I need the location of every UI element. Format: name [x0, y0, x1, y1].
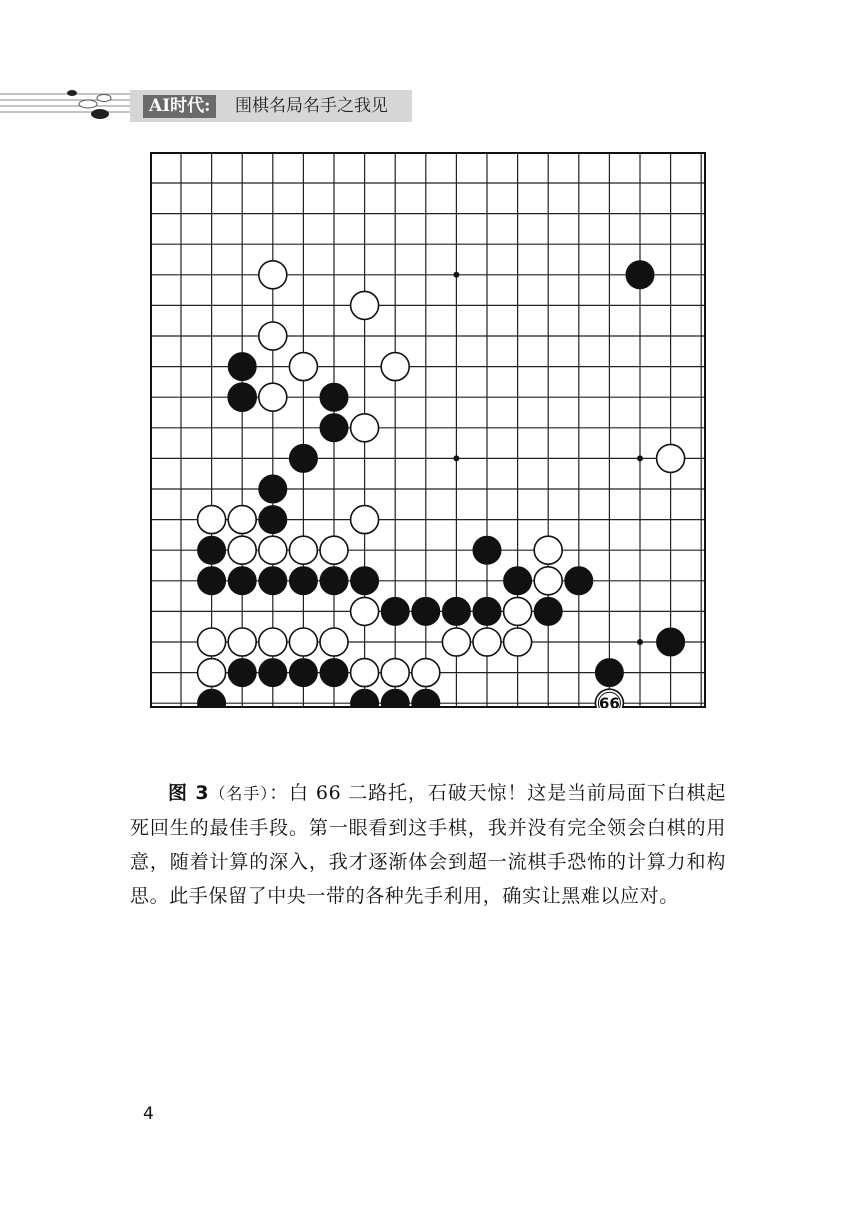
white-stone: [351, 506, 379, 534]
black-stone: [412, 597, 440, 625]
black-stone: [289, 567, 317, 595]
white-stone: [198, 628, 226, 656]
black-stone: [228, 659, 256, 687]
black-stone: [626, 261, 654, 289]
white-stone: [289, 353, 317, 381]
white-stone: [228, 628, 256, 656]
black-stone: [657, 628, 685, 656]
black-stone: [320, 414, 348, 442]
white-stone: [259, 383, 287, 411]
black-stone: [473, 597, 501, 625]
white-stone: [442, 628, 470, 656]
black-stone: [228, 353, 256, 381]
white-stone: [504, 628, 532, 656]
white-stone: [534, 567, 562, 595]
black-stone: [289, 659, 317, 687]
white-stone: [259, 322, 287, 350]
black-stone: [259, 567, 287, 595]
white-stone: [381, 353, 409, 381]
white-stone: [259, 628, 287, 656]
white-stone: [504, 597, 532, 625]
figure-label: 图 3: [168, 782, 210, 804]
go-board-diagram: [150, 152, 706, 708]
white-stone: [412, 659, 440, 687]
black-stone: [228, 567, 256, 595]
series-tag: AI时代:: [143, 95, 216, 118]
white-stone: [351, 414, 379, 442]
white-stone: [289, 628, 317, 656]
black-stone: [534, 597, 562, 625]
black-stone: [595, 659, 623, 687]
white-stone: [351, 597, 379, 625]
black-stone: [198, 567, 226, 595]
white-stone: [473, 628, 501, 656]
black-stone: [473, 536, 501, 564]
caption-text: ：白 66 二路托，石破天惊！这是当前局面下白棋起死回生的最佳手段。第一眼看到这手棋，我并没有完全领会白棋的用意，随着计算的深入，我才逐渐体会到超一流棋手恐怖的计算力和构思。此手保留了中央一带的各种先手利用，确实让黑难以应对。: [130, 782, 726, 907]
white-stone: [657, 444, 685, 472]
black-stone: [320, 659, 348, 687]
black-stone: [351, 567, 379, 595]
star-point: [637, 639, 643, 645]
go-stones-decoration-icon: [0, 80, 140, 128]
black-stone: [259, 475, 287, 503]
black-stone: [381, 597, 409, 625]
black-stone: [198, 536, 226, 564]
page-header: [0, 80, 856, 128]
white-stone: [198, 506, 226, 534]
white-stone: [351, 659, 379, 687]
white-stone: [289, 536, 317, 564]
figure-qualifier: （名手）: [209, 784, 270, 803]
black-stone: [259, 659, 287, 687]
white-stone: [381, 659, 409, 687]
star-point: [453, 272, 459, 278]
white-stone: [259, 261, 287, 289]
white-stone: [534, 536, 562, 564]
stone-move-number: 66: [598, 694, 620, 708]
white-stone: [351, 291, 379, 319]
black-stone: [504, 567, 532, 595]
black-stone: [289, 444, 317, 472]
white-stone: [228, 536, 256, 564]
book-title: 围棋名局名手之我见: [235, 96, 388, 116]
star-point: [453, 455, 459, 461]
black-stone: [320, 383, 348, 411]
white-stone: [320, 628, 348, 656]
black-stone: [565, 567, 593, 595]
white-stone: [259, 536, 287, 564]
black-stone: [259, 506, 287, 534]
white-stone: [198, 659, 226, 687]
black-stone: [228, 383, 256, 411]
figure-caption: [130, 776, 726, 913]
black-stone: [442, 597, 470, 625]
black-stone: [320, 567, 348, 595]
white-stone: [320, 536, 348, 564]
white-stone: [228, 506, 256, 534]
star-point: [637, 455, 643, 461]
page-number: 4: [143, 1104, 154, 1124]
